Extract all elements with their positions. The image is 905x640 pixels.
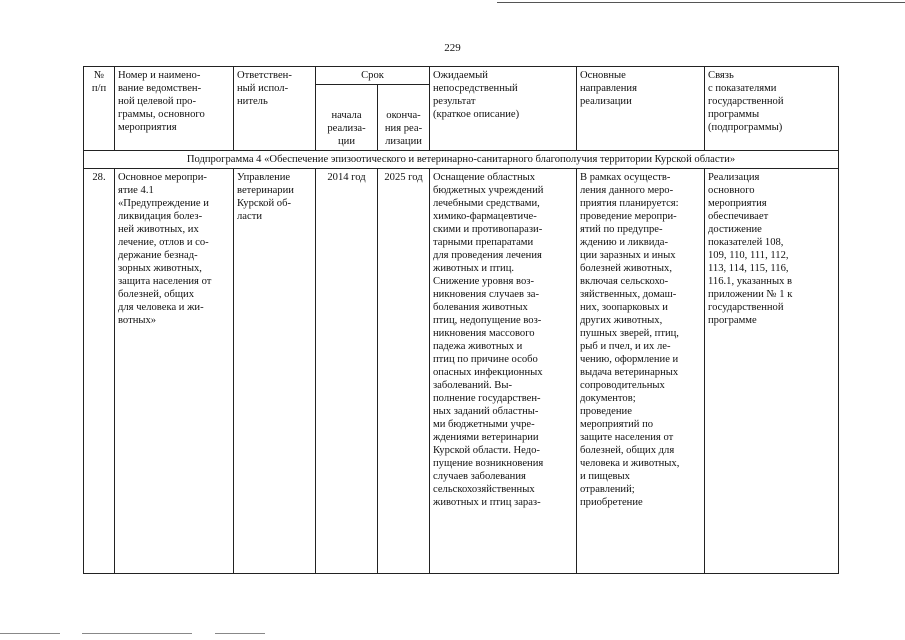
- header-end: оконча- ния реа- лизации: [378, 85, 430, 151]
- row-start: 2014 год: [316, 169, 378, 574]
- header-row: [84, 67, 839, 85]
- table-row: [84, 169, 839, 574]
- subprogram-title: Подпрограмма 4 «Обеспечение эпизоотического и ветеринарно-санитарного благополучия территории Курской области»: [84, 151, 839, 169]
- row-result: Оснащение областных бюджетных учреждений лечебными средствами, химико-фармацевтиче- скими и противопарази- тарными препаратами для проведения лечения животных и птиц. Снижение уровня воз- никновения случаев за- болевания животных птиц, недопущение воз- никновения массового падежа животных и птиц по причине особо опасных инфекционных заболеваний. Вы- полнение государствен- ных заданий областны- ми бюджетными учре- ждениями ветеринарии Курской области. Недо- пущение возникновения случаев заболевания сельскохозяйственных животных и птиц зараз-: [430, 169, 577, 574]
- top-rule: [497, 2, 905, 3]
- page-number: 229: [444, 42, 461, 54]
- header-num: № п/п: [84, 67, 115, 151]
- header-name: Номер и наимено- вание ведомствен- ной целевой про- граммы, основного мероприятия: [115, 67, 234, 151]
- program-table: [83, 66, 839, 574]
- header-term: Срок: [316, 67, 430, 85]
- subprogram-row: [84, 151, 839, 169]
- header-directions: Основные направления реализации: [577, 67, 705, 151]
- row-responsible: Управление ветеринарии Курской об- ласти: [234, 169, 316, 574]
- header-result: Ожидаемый непосредственный результат (краткое описание): [430, 67, 577, 151]
- row-num: 28.: [84, 169, 115, 574]
- header-link: Связь с показателями государственной программы (подпрограммы): [705, 67, 839, 151]
- row-name: Основное меропри- ятие 4.1 «Предупреждение и ликвидация болез- ней животных, их лечение, отлов и со- держание безнад- зорных животных, защита населения от болезней, общих для человека и жи- вотных»: [115, 169, 234, 574]
- header-responsible: Ответствен- ный испол- нитель: [234, 67, 316, 151]
- row-end: 2025 год: [378, 169, 430, 574]
- row-directions: В рамках осуществ- ления данного меро- приятия планируется: проведение меропри- ятий по предупре- ждению и ликвида- ции заразных и иных болезней животных, включая сельскохо- зяйственных, домаш- них, зоопарковых и других животных, пушных зверей, птиц, рыб и пчел, и их ле- чению, оформление и выдача ветеринарных сопроводительных документов; проведение мероприятий по защите населения от болезней, общих для человека и животных, и пищевых отравлений; приобретение: [577, 169, 705, 574]
- scan-artifacts: [0, 633, 905, 637]
- header-start: начала реализа- ции: [316, 85, 378, 151]
- row-link: Реализация основного мероприятия обеспечивает достижение показателей 108, 109, 110, 111, 112, 113, 114, 115, 116, 116.1, указанных в приложении № 1 к государственной программе: [705, 169, 839, 574]
